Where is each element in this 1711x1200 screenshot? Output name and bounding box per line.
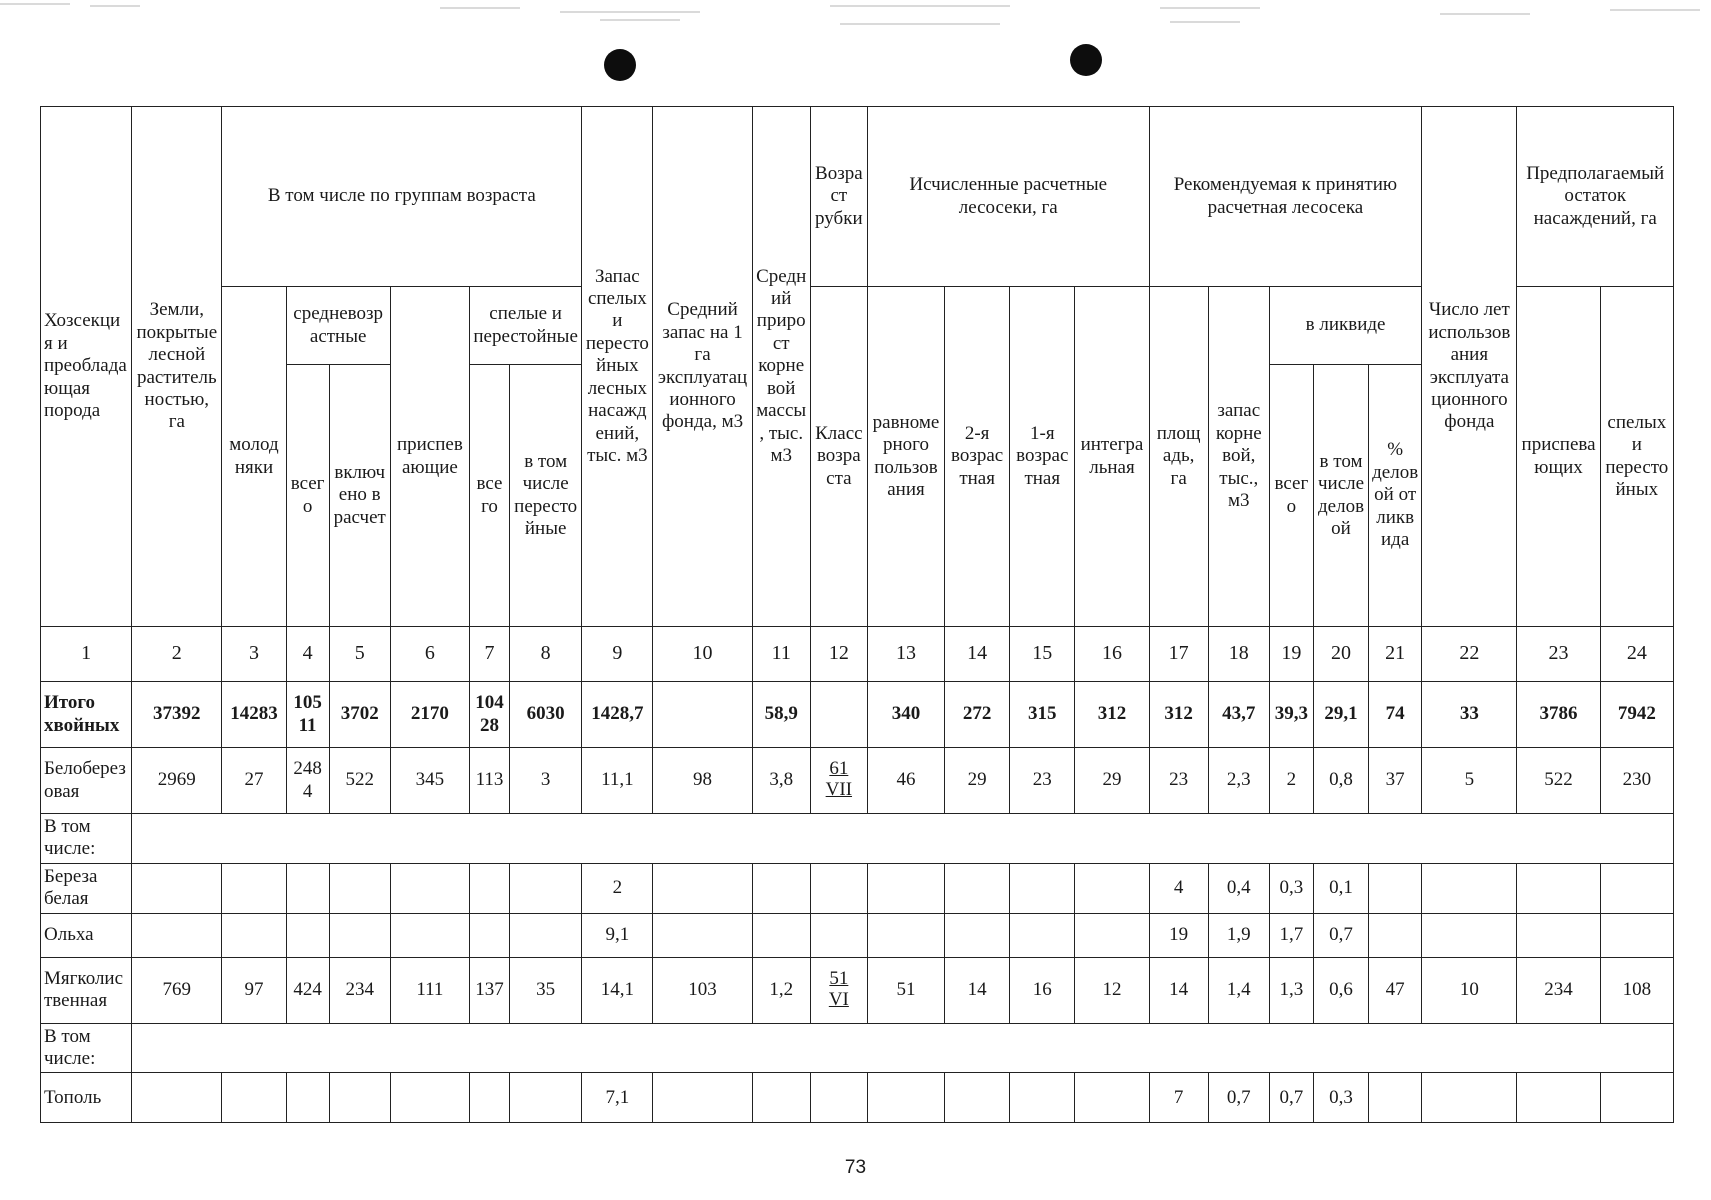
age-class-cell <box>810 748 867 814</box>
table-cell <box>510 863 582 913</box>
table-cell <box>132 913 222 957</box>
column-number: 14 <box>945 627 1010 682</box>
column-number: 10 <box>653 627 752 682</box>
page-number: 73 <box>844 1157 867 1178</box>
table-cell: 7,1 <box>582 1073 653 1123</box>
column-number: 20 <box>1313 627 1368 682</box>
row-label: В том числе: <box>41 1023 132 1073</box>
table-cell: 51 <box>867 957 944 1023</box>
table-cell: 10511 <box>286 682 329 748</box>
header-calculated-cuts: Исчисленные расчетные лесосеки, га <box>867 107 1149 287</box>
row-label: Ольха <box>41 913 132 957</box>
table-cell: 3786 <box>1517 682 1600 748</box>
age-class-fraction <box>829 969 849 1011</box>
table-cell <box>510 913 582 957</box>
age-class-years: 61 <box>829 758 849 780</box>
table-cell <box>867 863 944 913</box>
header-liquid-total: всего <box>1269 365 1313 627</box>
table-row <box>41 682 1674 748</box>
table-cell: 137 <box>469 957 509 1023</box>
forest-cutting-table <box>40 106 1674 1123</box>
table-cell <box>1075 913 1149 957</box>
header-average-growth: Средний прирост корневой массы, тыс. м3 <box>752 107 810 627</box>
table-cell: 29 <box>945 748 1010 814</box>
table-cell: 27 <box>222 748 286 814</box>
table-cell <box>286 1073 329 1123</box>
table-cell: 58,9 <box>752 682 810 748</box>
table-cell <box>469 1073 509 1123</box>
table-cell: 9,1 <box>582 913 653 957</box>
table-cell <box>945 863 1010 913</box>
empty-span-cell <box>132 1023 1674 1073</box>
table-cell <box>1075 863 1149 913</box>
row-label: Тополь <box>41 1073 132 1123</box>
table-cell: 0,7 <box>1208 1073 1269 1123</box>
table-cell: 43,7 <box>1208 682 1269 748</box>
table-cell: 7 <box>1149 1073 1208 1123</box>
table-row <box>41 957 1674 1023</box>
header-mature-total: всего <box>469 365 509 627</box>
table-cell: 2170 <box>390 682 469 748</box>
row-label: Мягколиственная <box>41 957 132 1023</box>
punch-hole-right <box>1070 44 1102 76</box>
table-cell: 74 <box>1369 682 1422 748</box>
column-number: 8 <box>510 627 582 682</box>
header-root-stock: запас корневой, тыс., м3 <box>1208 287 1269 627</box>
table-cell <box>1010 913 1075 957</box>
table-cell <box>286 913 329 957</box>
table-cell: 0,4 <box>1208 863 1269 913</box>
row-label: Береза белая <box>41 863 132 913</box>
column-number: 15 <box>1010 627 1075 682</box>
table-cell: 1,9 <box>1208 913 1269 957</box>
column-number: 13 <box>867 627 944 682</box>
header-remaining-stands: Предполагаемый остаток насаждений, га <box>1517 107 1674 287</box>
table-cell <box>752 863 810 913</box>
table-cell: 23 <box>1010 748 1075 814</box>
table-cell: 33 <box>1422 682 1517 748</box>
column-number: 3 <box>222 627 286 682</box>
table-cell <box>1422 1073 1517 1123</box>
header-liquid: в ликвиде <box>1269 287 1421 365</box>
column-number: 17 <box>1149 627 1208 682</box>
column-number: 24 <box>1600 627 1673 682</box>
header-second-age: 2-я возрастная <box>945 287 1010 627</box>
header-middle-aged: средневозрастные <box>286 287 390 365</box>
table-cell: 113 <box>469 748 509 814</box>
table-cell: 424 <box>286 957 329 1023</box>
table-cell: 0,7 <box>1269 1073 1313 1123</box>
header-farm-section: Хозсекция и преобладающая порода <box>41 107 132 627</box>
table-cell: 0,6 <box>1313 957 1368 1023</box>
table-cell: 2 <box>1269 748 1313 814</box>
table-cell <box>867 1073 944 1123</box>
table-cell <box>752 1073 810 1123</box>
table-cell: 0,3 <box>1313 1073 1368 1123</box>
table-cell: 14283 <box>222 682 286 748</box>
table-cell <box>1422 913 1517 957</box>
column-number: 6 <box>390 627 469 682</box>
table-cell <box>286 863 329 913</box>
table-cell <box>1422 863 1517 913</box>
age-class-roman: VII <box>825 779 853 801</box>
table-cell: 111 <box>390 957 469 1023</box>
table-cell: 234 <box>1517 957 1600 1023</box>
age-class-years: 51 <box>829 967 849 989</box>
header-business-percent: % деловой от ликвида <box>1369 365 1422 627</box>
table-cell: 1428,7 <box>582 682 653 748</box>
table-cell <box>1600 863 1673 913</box>
header-forested-land: Земли, покрытые лесной растительностью, га <box>132 107 222 627</box>
table-cell: 46 <box>867 748 944 814</box>
column-number: 16 <box>1075 627 1149 682</box>
table-cell <box>222 913 286 957</box>
table-cell: 47 <box>1369 957 1422 1023</box>
table-cell <box>1369 913 1422 957</box>
table-cell <box>1075 1073 1149 1123</box>
table-cell: 10 <box>1422 957 1517 1023</box>
header-remaining-premature: приспевающих <box>1517 287 1600 627</box>
header-area: площадь, га <box>1149 287 1208 627</box>
table-cell <box>390 1073 469 1123</box>
header-uniform-use: равномерного пользования <box>867 287 944 627</box>
table-cell: 37 <box>1369 748 1422 814</box>
header-age-groups: В том числе по группам возраста <box>222 107 582 287</box>
column-number: 21 <box>1369 627 1422 682</box>
header-mature-overmature: спелые и перестойные <box>469 287 581 365</box>
table-cell <box>222 1073 286 1123</box>
table-cell: 19 <box>1149 913 1208 957</box>
header-years-of-use: Число лет использования эксплуатационного фонда <box>1422 107 1517 627</box>
column-number: 22 <box>1422 627 1517 682</box>
table-cell <box>945 1073 1010 1123</box>
column-number: 5 <box>329 627 390 682</box>
table-cell: 1,2 <box>752 957 810 1023</box>
table-cell: 3 <box>510 748 582 814</box>
table-cell: 2484 <box>286 748 329 814</box>
table-cell: 522 <box>329 748 390 814</box>
column-number: 18 <box>1208 627 1269 682</box>
empty-span-cell <box>132 814 1674 864</box>
table-cell: 2 <box>582 863 653 913</box>
table-cell: 14 <box>945 957 1010 1023</box>
header-cutting-age: Возраст рубки <box>810 107 867 287</box>
punch-hole-left <box>604 49 636 81</box>
table-cell: 230 <box>1600 748 1673 814</box>
table-cell: 39,3 <box>1269 682 1313 748</box>
table-cell <box>469 913 509 957</box>
table-row <box>41 748 1674 814</box>
table-cell: 5 <box>1422 748 1517 814</box>
table-cell: 14 <box>1149 957 1208 1023</box>
table-cell <box>867 913 944 957</box>
header-middle-included: включено в расчет <box>329 365 390 627</box>
table-cell <box>1517 913 1600 957</box>
table-cell: 14,1 <box>582 957 653 1023</box>
table-cell <box>810 1073 867 1123</box>
table-cell: 10428 <box>469 682 509 748</box>
header-first-age: 1-я возрастная <box>1010 287 1075 627</box>
table-cell: 769 <box>132 957 222 1023</box>
table-cell: 98 <box>653 748 752 814</box>
table-row <box>41 814 1674 864</box>
table-cell <box>510 1073 582 1123</box>
column-number: 12 <box>810 627 867 682</box>
table-cell: 234 <box>329 957 390 1023</box>
header-young-stands: молодняки <box>222 287 286 627</box>
table-cell <box>1600 913 1673 957</box>
table-cell <box>653 1073 752 1123</box>
table-cell: 0,8 <box>1313 748 1368 814</box>
table-cell <box>1010 863 1075 913</box>
table-cell <box>752 913 810 957</box>
column-number: 19 <box>1269 627 1313 682</box>
table-cell: 1,3 <box>1269 957 1313 1023</box>
table-cell: 1,7 <box>1269 913 1313 957</box>
table-cell: 108 <box>1600 957 1673 1023</box>
table-cell: 4 <box>1149 863 1208 913</box>
table-cell: 23 <box>1149 748 1208 814</box>
table-row <box>41 1023 1674 1073</box>
table-cell <box>810 863 867 913</box>
table-cell: 312 <box>1075 682 1149 748</box>
column-number: 2 <box>132 627 222 682</box>
column-number: 11 <box>752 627 810 682</box>
table-cell: 312 <box>1149 682 1208 748</box>
age-class-roman: VI <box>828 988 849 1010</box>
table-cell <box>329 1073 390 1123</box>
table-cell: 103 <box>653 957 752 1023</box>
table-row <box>41 863 1674 913</box>
table-cell <box>1369 863 1422 913</box>
table-cell: 6030 <box>510 682 582 748</box>
table-cell: 35 <box>510 957 582 1023</box>
row-label: Белоберезовая <box>41 748 132 814</box>
table-cell: 340 <box>867 682 944 748</box>
table-cell: 0,3 <box>1269 863 1313 913</box>
table-cell <box>390 863 469 913</box>
table-row <box>41 913 1674 957</box>
table-cell <box>653 913 752 957</box>
table-cell: 7942 <box>1600 682 1673 748</box>
table-cell <box>1517 1073 1600 1123</box>
row-label: Итого хвойных <box>41 682 132 748</box>
header-average-stock: Средний запас на 1 га эксплуатационного фонда, м3 <box>653 107 752 627</box>
table-cell <box>653 863 752 913</box>
table-cell <box>469 863 509 913</box>
column-number: 7 <box>469 627 509 682</box>
table-cell <box>945 913 1010 957</box>
table-cell: 522 <box>1517 748 1600 814</box>
table-cell: 12 <box>1075 957 1149 1023</box>
table-cell <box>1010 1073 1075 1123</box>
table-cell: 97 <box>222 957 286 1023</box>
table-cell <box>390 913 469 957</box>
table-cell: 315 <box>1010 682 1075 748</box>
table-cell: 0,7 <box>1313 913 1368 957</box>
header-business-wood: в том числе деловой <box>1313 365 1368 627</box>
table-cell <box>653 682 752 748</box>
table-cell: 3,8 <box>752 748 810 814</box>
age-class-fraction <box>826 759 852 801</box>
table-cell <box>1600 1073 1673 1123</box>
column-number: 9 <box>582 627 653 682</box>
column-number: 1 <box>41 627 132 682</box>
column-number: 23 <box>1517 627 1600 682</box>
table-cell <box>132 1073 222 1123</box>
header-integral: интегральная <box>1075 287 1149 627</box>
header-middle-total: всего <box>286 365 329 627</box>
column-number-row <box>41 627 1674 682</box>
table-cell <box>222 863 286 913</box>
table-cell: 2969 <box>132 748 222 814</box>
age-class-cell <box>810 957 867 1023</box>
table-cell: 0,1 <box>1313 863 1368 913</box>
table-cell <box>810 682 867 748</box>
header-remaining-mature: спелых и перестойных <box>1600 287 1673 627</box>
table-cell: 16 <box>1010 957 1075 1023</box>
table-cell <box>329 863 390 913</box>
table-cell: 1,4 <box>1208 957 1269 1023</box>
table-cell: 29,1 <box>1313 682 1368 748</box>
table-cell <box>329 913 390 957</box>
row-label: В том числе: <box>41 814 132 864</box>
table-cell: 11,1 <box>582 748 653 814</box>
table-cell: 2,3 <box>1208 748 1269 814</box>
column-number: 4 <box>286 627 329 682</box>
header-premature: приспевающие <box>390 287 469 627</box>
table-cell <box>132 863 222 913</box>
table-cell <box>810 913 867 957</box>
header-overmature: в том числе перестойные <box>510 365 582 627</box>
scan-artifact-strip <box>0 0 1711 40</box>
header-recommended-cut: Рекомендуемая к принятию расчетная лесосека <box>1149 107 1422 287</box>
table-cell <box>1517 863 1600 913</box>
header-age-class: Класс возраста <box>810 287 867 627</box>
table-cell: 272 <box>945 682 1010 748</box>
header-mature-stock: Запас спелых и перестойных лесных насаждений, тыс. м3 <box>582 107 653 627</box>
table-cell <box>1369 1073 1422 1123</box>
table-cell: 37392 <box>132 682 222 748</box>
table-cell: 29 <box>1075 748 1149 814</box>
table-cell: 345 <box>390 748 469 814</box>
table-cell: 3702 <box>329 682 390 748</box>
table-row <box>41 1073 1674 1123</box>
